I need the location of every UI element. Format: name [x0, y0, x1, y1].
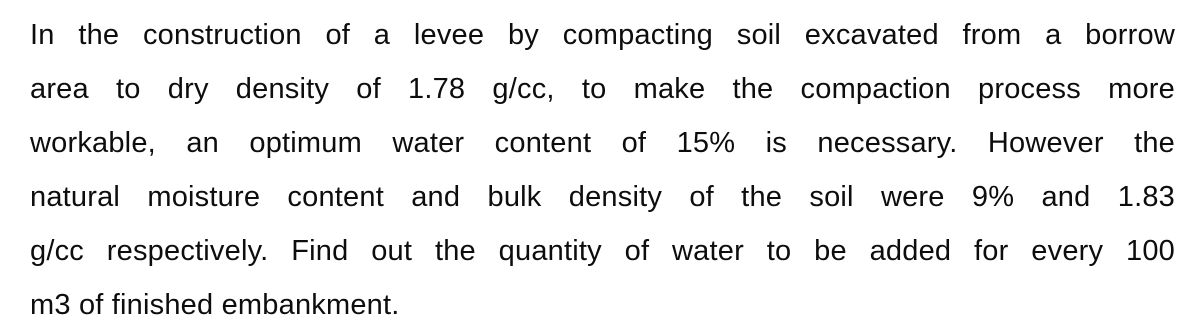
text-line-2: area to dry density of 1.78 g/cc, to make the compaction process more [30, 73, 1175, 105]
problem-statement [30, 8, 1175, 332]
text-line-5: g/cc respectively. Find out the quantity of water to be added for every 100 [30, 235, 1175, 267]
text-line-4: natural moisture content and bulk density of the soil were 9% and 1.83 [30, 181, 1175, 213]
text-line-3: workable, an optimum water content of 15% is necessary. However the [30, 127, 1175, 159]
text-line-6: m3 of finished embankment. [30, 289, 400, 321]
text-line-1: In the construction of a levee by compacting soil excavated from a borrow [30, 19, 1175, 51]
